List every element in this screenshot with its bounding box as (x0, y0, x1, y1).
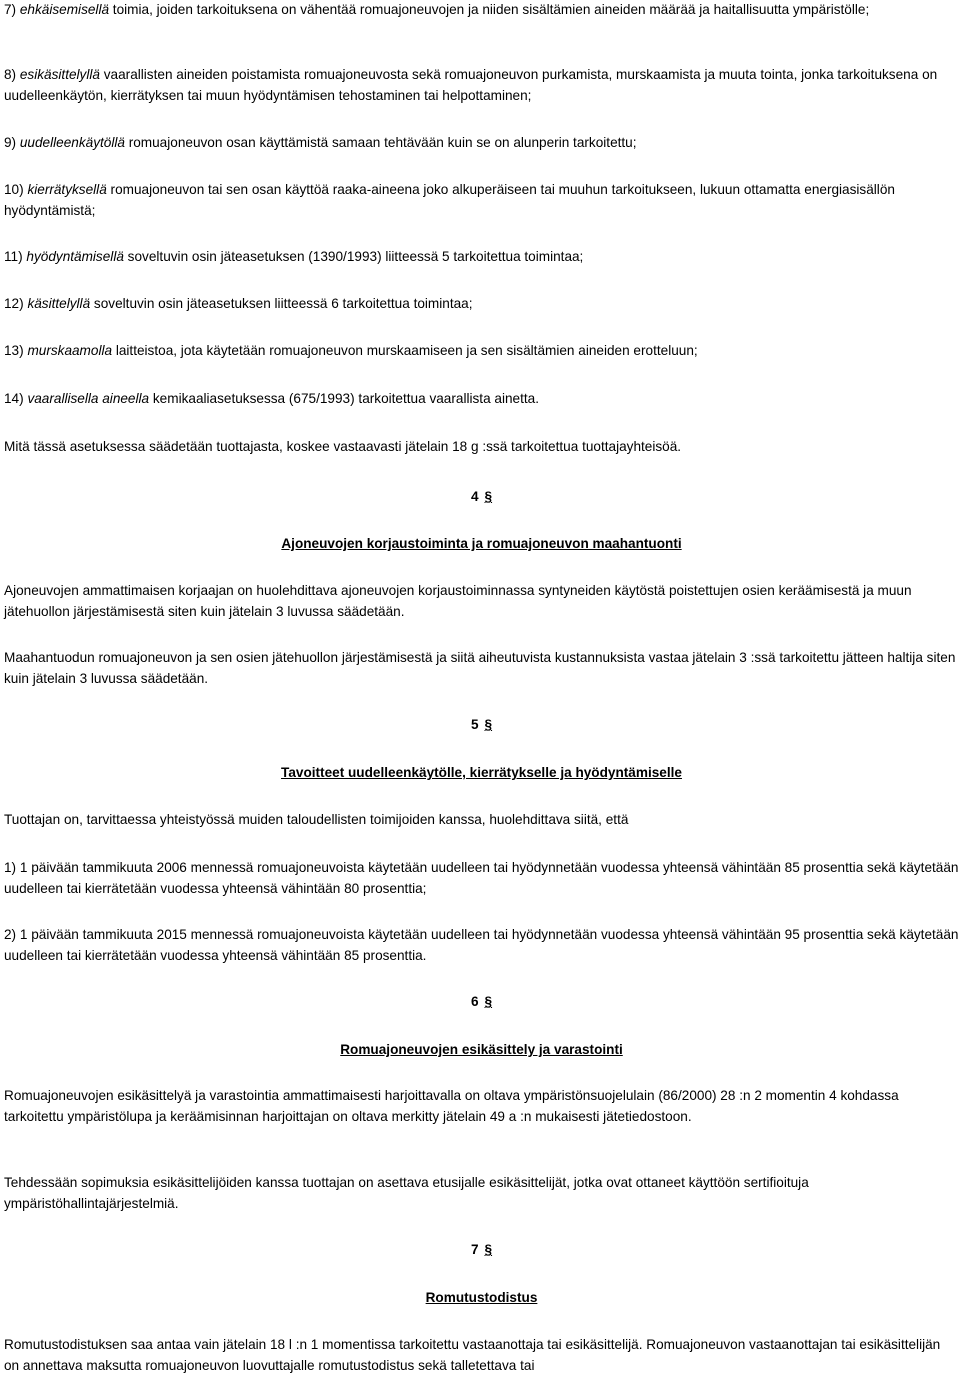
definition-10: 10) kierrätyksellä romuajoneuvon tai sen osan käyttöä raaka-aineena joko alkuperäiseen tai muuhun tarkoitukseen, lukuun ottamatta energiasisällön hyödyntämistä; (4, 182, 895, 218)
definition-term: murskaamolla (27, 343, 113, 358)
section-4-paragraph-1: Ajoneuvojen ammattimaisen korjaajan on huolehdittava ajoneuvojen korjaustoiminnassa syntyneiden käytöstä poistettujen osien keräämisestä ja muun jätehuollon järjestämisestä siten kuin jätelain 3 luvussa säädetään. (4, 583, 912, 619)
section-4-paragraph-2: Maahantuodun romuajoneuvon ja sen osien jätehuollon järjestämisestä ja siitä aiheutuvista kustannuksista vastaa jätelain 3 :ssä tarkoitettu jätteen haltija siten kuin jätelain 3 luvussa säädetään. (4, 650, 956, 686)
section-6-paragraph-2: Tehdessään sopimuksia esikäsittelijöiden kanssa tuottajan on asettava etusijalle esikäsittelijät, jotka ovat ottaneet käyttöön sertifioituja ympäristöhallintajärjestelmiä. (4, 1175, 809, 1211)
definition-term: ehkäisemisellä (19, 2, 110, 17)
definition-14: 14) vaarallisella aineella kemikaaliasetuksessa (675/1993) tarkoitettua vaarallista ainetta. (4, 391, 540, 406)
section-5-paragraph-1: Tuottajan on, tarvittaessa yhteistyössä muiden taloudellisten toimijoiden kanssa, huolehdittava siitä, että (4, 812, 629, 827)
section-6-paragraph-1: Romuajoneuvojen esikäsittelyä ja varastointia ammattimaisesti harjoittavalla on oltava ympäristönsuojelulain (86/2000) 28 :n 2 momentin 4 kohdassa tarkoitettu ympäristölupa ja keräämisinnan harjoittajan on oltava merkitty jätelain 49 a :n mukaisesti jätetiedostoon. (4, 1088, 899, 1124)
definition-11: 11) hyödyntämisellä soveltuvin osin jäteasetuksen (1390/1993) liitteessä 5 tarkoitettua toimintaa; (4, 249, 584, 264)
section-7-number: 7 § (4, 1240, 959, 1261)
section-sign-icon: § (484, 1242, 493, 1257)
section-sign-icon: § (484, 489, 493, 504)
section-7-paragraph-1: Romutustodistuksen saa antaa vain jätelain 18 l :n 1 momentissa tarkoitettu vastaanottaja tai esikäsittelijä. Romuajoneuvon vastaanottajan tai esikäsittelijän on annettava maksutta romuajoneuvon luovuttajalle romutustodistus sekä talletettava tai (4, 1337, 941, 1373)
definition-13: 13) murskaamolla laitteistoa, jota käytetään romuajoneuvon murskaamiseen ja sen sisältämien aineiden erotteluun; (4, 343, 698, 358)
definition-term: käsittelyllä (27, 296, 91, 311)
definition-12: 12) käsittelyllä soveltuvin osin jäteasetuksen liitteessä 6 tarkoitettua toimintaa; (4, 296, 473, 311)
definition-term: kierrätyksellä (27, 182, 107, 197)
section-4-number: 4 § (4, 487, 959, 508)
section-5-paragraph-3: 2) 1 päivään tammikuuta 2015 mennessä romuajoneuvoista käytetään uudelleen tai hyödynnetään vuodessa yhteensä vähintään 95 prosenttia sekä käytetään uudelleen tai kierrätetään vuodessa yhteensä vähintään 85 prosenttia. (4, 927, 959, 963)
section-5-number: 5 § (4, 715, 959, 736)
definition-7: 7) ehkäisemisellä toimia, joiden tarkoituksena on vähentää romuajoneuvojen ja niiden sisältämien aineiden määrää ja haitallisuutta ympäristölle; (4, 2, 870, 17)
definition-term: vaarallisella aineella (27, 391, 150, 406)
definition-term: uudelleenkäytöllä (19, 135, 125, 150)
section-5-paragraph-2: 1) 1 päivään tammikuuta 2006 mennessä romuajoneuvoista käytetään uudelleen tai hyödynnetään vuodessa yhteensä vähintään 85 prosenttia sekä käytetään uudelleen tai kierrätetään vuodessa yhteensä vähintään 80 prosenttia; (4, 860, 959, 896)
section-4-title: Ajoneuvojen korjaustoiminta ja romuajoneuvon maahantuonti (281, 536, 682, 551)
section-6-number: 6 § (4, 992, 959, 1013)
section-sign-icon: § (484, 994, 493, 1009)
section-7-title: Romutustodistus (425, 1290, 538, 1305)
definition-9: 9) uudelleenkäytöllä romuajoneuvon osan käyttämistä samaan tehtävään kuin se on alunperin tarkoitettu; (4, 135, 637, 150)
section-sign-icon: § (484, 717, 493, 732)
producer-note: Mitä tässä asetuksessa säädetään tuottajasta, koskee vastaavasti jätelain 18 g :ssä tarkoitettua tuottajayhteisöä. (4, 439, 682, 454)
section-5-title: Tavoitteet uudelleenkäytölle, kierrätykselle ja hyödyntämiselle (281, 765, 682, 780)
definition-8: 8) esikäsittelyllä vaarallisten aineiden poistamista romuajoneuvosta sekä romuajoneuvon purkamista, murskaamista ja muuta tointa, jonka tarkoituksena on uudelleenkäytön, kierrätyksen tai muun hyödyntämisen tehostaminen tai helpottaminen; (4, 67, 938, 103)
definition-term: hyödyntämisellä (26, 249, 124, 264)
section-6-title: Romuajoneuvojen esikäsittely ja varastointi (340, 1042, 623, 1057)
definition-term: esikäsittelyllä (19, 67, 100, 82)
